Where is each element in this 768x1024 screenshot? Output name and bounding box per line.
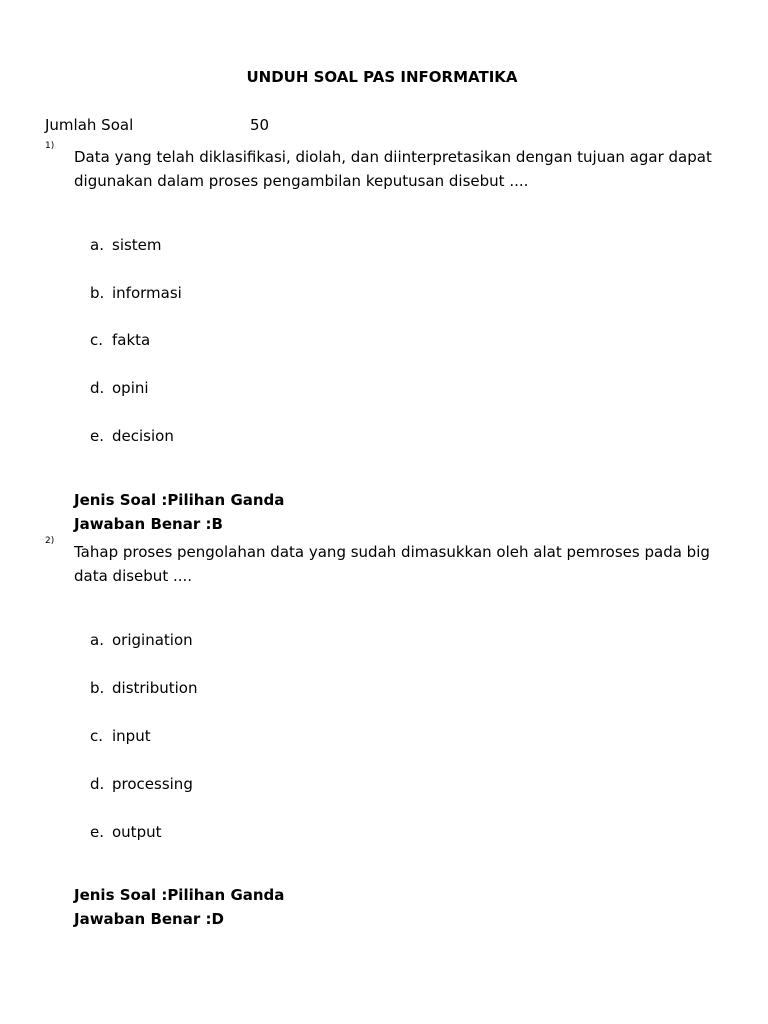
option-text: opini — [112, 379, 149, 397]
question-count-label: Jumlah Soal — [45, 116, 134, 134]
option-text: fakta — [112, 331, 151, 349]
option-text: input — [112, 727, 151, 745]
question-count-value: 50 — [250, 116, 270, 134]
option-text: sistem — [112, 236, 162, 254]
option-text: origination — [112, 631, 193, 649]
option-letter: e. — [90, 427, 104, 445]
option-letter: b. — [90, 679, 105, 697]
option-letter: e. — [90, 823, 104, 841]
question-2-meta — [74, 883, 284, 931]
option-letter: d. — [90, 379, 105, 397]
option-letter: c. — [90, 727, 104, 745]
question-1-meta — [74, 488, 284, 536]
question-text: Tahap proses pengolahan data yang sudah dimasukkan oleh alat pemroses pada big data disebut .... — [74, 543, 710, 585]
option-letter: a. — [90, 631, 104, 649]
option-letter: c. — [90, 331, 104, 349]
question-number: 1) — [45, 141, 55, 151]
question-type: Jenis Soal :Pilihan Ganda — [74, 491, 285, 509]
document-title: UNDUH SOAL PAS INFORMATIKA — [246, 68, 518, 86]
correct-answer: Jawaban Benar :D — [74, 910, 224, 928]
option-text: distribution — [112, 679, 198, 697]
option-letter: b. — [90, 284, 105, 302]
question-text: Data yang telah diklasifikasi, diolah, dan diinterpretasikan dengan tujuan agar dapat digunakan dalam proses pengambilan keputusan disebut .... — [74, 148, 712, 190]
correct-answer: Jawaban Benar :B — [74, 515, 223, 533]
question-number: 2) — [45, 536, 55, 546]
option-letter: d. — [90, 775, 105, 793]
option-text: informasi — [112, 284, 182, 302]
option-text: output — [112, 823, 162, 841]
question-type: Jenis Soal :Pilihan Ganda — [74, 886, 285, 904]
option-text: decision — [112, 427, 174, 445]
option-letter: a. — [90, 236, 104, 254]
option-text: processing — [112, 775, 193, 793]
